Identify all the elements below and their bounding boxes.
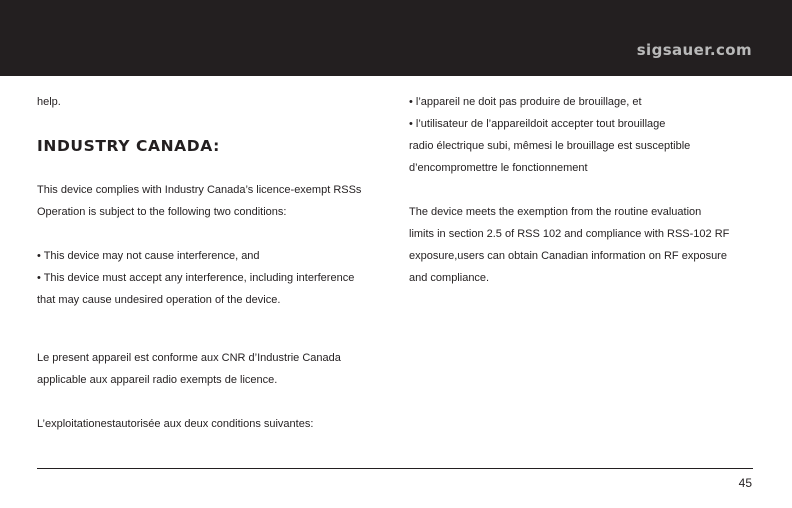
text-line: d’encompromettre le fonctionnement xyxy=(409,162,588,174)
text-line: that may cause undesired operation of the device. xyxy=(37,294,281,306)
left-column xyxy=(37,91,382,435)
bullet-item: • l’utilisateur de l’appareildoit accepter tout brouillage xyxy=(409,118,666,130)
section-heading: INDUSTRY CANADA: xyxy=(37,137,220,155)
bullet-item: • This device must accept any interference, including interference xyxy=(37,272,355,284)
text-line: The device meets the exemption from the routine evaluation xyxy=(409,206,702,218)
text-line: radio électrique subi, mêmesi le brouillage est susceptible xyxy=(409,140,691,152)
text-line: L’exploitationestautorisée aux deux conditions suivantes: xyxy=(37,418,314,430)
text-line: limits in section 2.5 of RSS 102 and compliance with RSS-102 RF xyxy=(409,228,730,240)
footer-divider xyxy=(37,468,753,469)
text-line: This device complies with Industry Canada’s licence-exempt RSSs xyxy=(37,184,362,196)
text-line: help. xyxy=(37,96,61,108)
header-bar xyxy=(0,0,792,76)
site-url: sigsauer.com xyxy=(636,41,752,59)
text-line: Operation is subject to the following two conditions: xyxy=(37,206,287,218)
text-line: applicable aux appareil radio exempts de licence. xyxy=(37,374,278,386)
text-line: Le present appareil est conforme aux CNR d’Industrie Canada xyxy=(37,352,341,364)
text-line: exposure,users can obtain Canadian information on RF exposure xyxy=(409,250,727,262)
bullet-item: • l’appareil ne doit pas produire de brouillage, et xyxy=(409,96,642,108)
page-number: 45 xyxy=(738,476,752,490)
right-column xyxy=(409,91,759,289)
bullet-item: • This device may not cause interference, and xyxy=(37,250,260,262)
text-line: and compliance. xyxy=(409,272,490,284)
